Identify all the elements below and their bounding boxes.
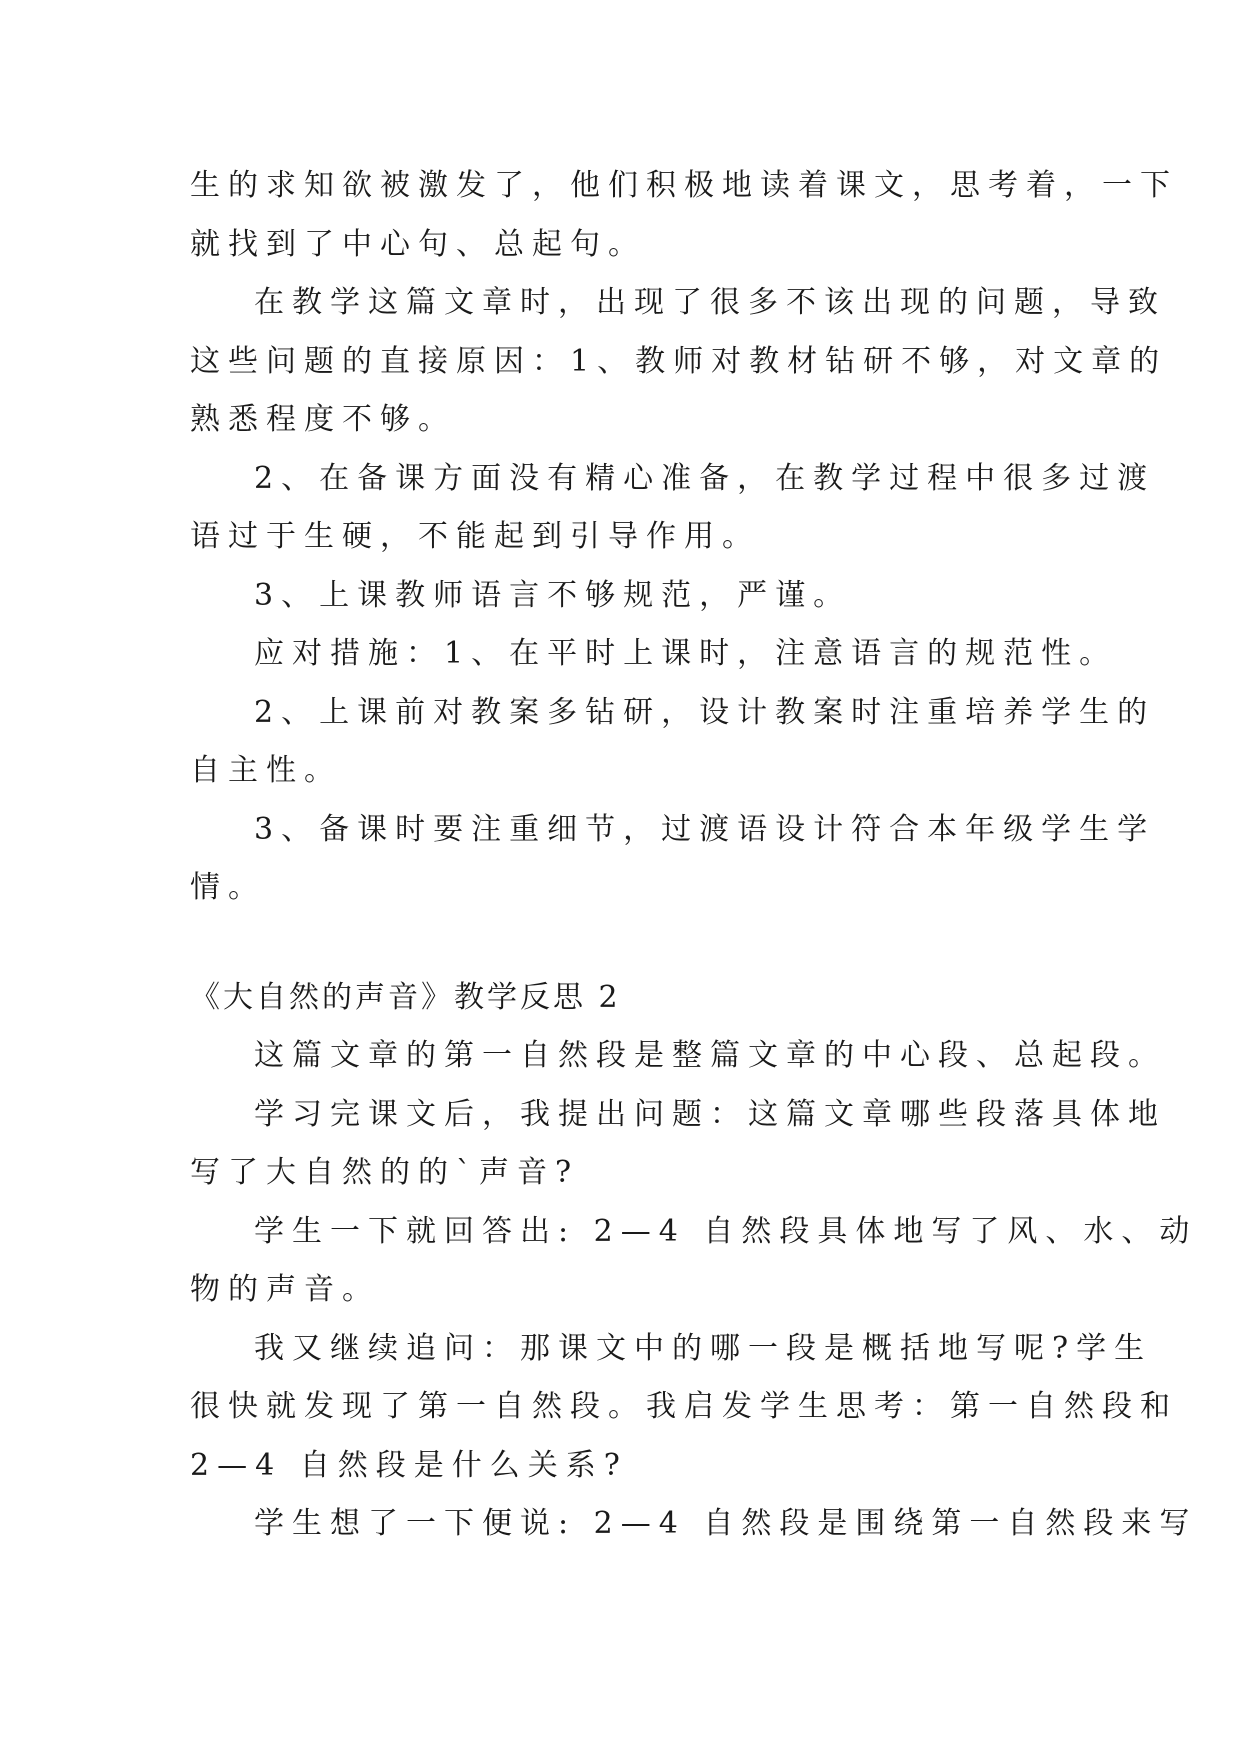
section-title: 《大自然的声音》教学反思 2 bbox=[190, 980, 621, 1015]
text-line: 很快就发现了第一自然段。我启发学生思考：第一自然段和 bbox=[190, 1389, 1178, 1424]
text-line: 这些问题的直接原因：1、教师对教材钻研不够，对文章的 bbox=[190, 344, 1168, 379]
text-line: 2、上课前对教案多钻研，设计教案时注重培养学生的 bbox=[254, 695, 1156, 730]
text-line: 2、在备课方面没有精心准备，在教学过程中很多过渡 bbox=[254, 461, 1156, 496]
text-line: 应对措施：1、在平时上课时，注意语言的规范性。 bbox=[254, 636, 1118, 671]
text-line: 语过于生硬，不能起到引导作用。 bbox=[190, 519, 760, 554]
text-line: 情。 bbox=[190, 870, 266, 905]
text-line: 2—4 自然段是什么关系? bbox=[190, 1448, 628, 1483]
text-line: 3、备课时要注重细节，过渡语设计符合本年级学生学 bbox=[254, 812, 1156, 847]
text-line: 学生一下就回答出: 2—4 自然段具体地写了风、水、动 bbox=[254, 1214, 1198, 1249]
text-line: 就找到了中心句、总起句。 bbox=[190, 227, 646, 262]
text-line: 自主性。 bbox=[190, 753, 342, 788]
text-line: 熟悉程度不够。 bbox=[190, 402, 456, 437]
text-line: 学习完课文后，我提出问题：这篇文章哪些段落具体地 bbox=[254, 1097, 1166, 1132]
text-line: 学生想了一下便说: 2—4 自然段是围绕第一自然段来写 bbox=[254, 1506, 1198, 1541]
text-line: 生的求知欲被激发了，他们积极地读着课文，思考着，一下 bbox=[190, 168, 1178, 203]
text-line: 写了大自然的的`声音? bbox=[190, 1155, 580, 1190]
text-line: 3、上课教师语言不够规范，严谨。 bbox=[254, 578, 852, 613]
text-line: 我又继续追问：那课文中的哪一段是概括地写呢?学生 bbox=[254, 1331, 1153, 1366]
text-line: 在教学这篇文章时，出现了很多不该出现的问题，导致 bbox=[254, 285, 1166, 320]
text-line: 这篇文章的第一自然段是整篇文章的中心段、总起段。 bbox=[254, 1038, 1166, 1073]
text-line: 物的声音。 bbox=[190, 1272, 380, 1307]
